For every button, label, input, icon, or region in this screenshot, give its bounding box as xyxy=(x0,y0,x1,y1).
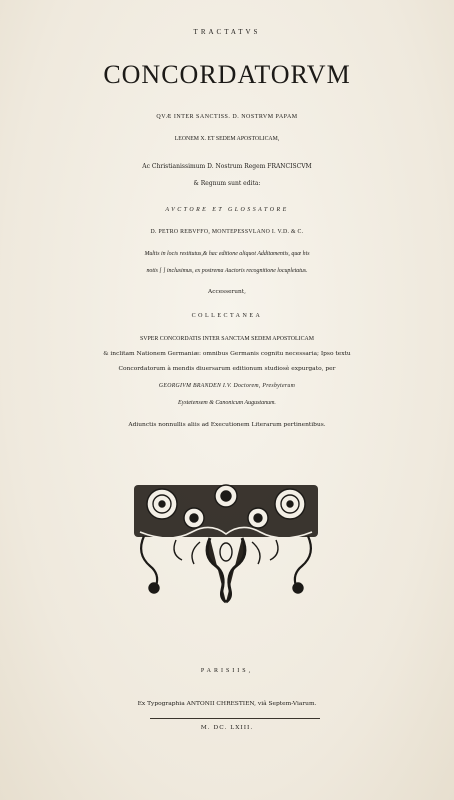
edition-note-line-2: notis [ ] inclusimus, ex postrema Auctoris recognitione locupletatus. xyxy=(146,268,308,274)
adiunctis-line: Adiunctis nonnullis aliis ad Executionem Literarum pertinentibus. xyxy=(128,422,326,428)
collectanea-line-3: Concordatorum à mendis diuersarum editionum studiosè expurgato, per xyxy=(118,366,336,372)
author-heading: AVCTORE ET GLOSSATORE xyxy=(165,207,289,213)
title-line-tractatus: TRACTATVS xyxy=(193,28,261,36)
subtitle-line-leonem: LEONEM X. ET SEDEM APOSTOLICAM, xyxy=(174,136,280,142)
imprint-divider xyxy=(150,718,320,719)
subtitle-line-regnum: & Regnum sunt edita: xyxy=(193,180,261,187)
imprint-printer: Ex Typographia ANTONII CHRESTIEN, viâ Septem-Viarum. xyxy=(137,701,317,707)
collectanea-line-2: & inclitam Nationem Germaniæ: omnibus Germanis cognitu necessaria; Ipso textu xyxy=(103,351,351,357)
collectanea-line-1: SVPER CONCORDATIS INTER SANCTAM SEDEM APOSTOLICAM xyxy=(139,336,315,342)
title-line-concordatorum: CONCORDATORVM xyxy=(103,60,351,89)
author-name: D. PETRO REBVFFO, MONTEPESSVLANO I. V.D. & C. xyxy=(150,229,304,235)
editor-line-1: GEORGIVM BRANDEN I.V. Doctorem, Presbyterum xyxy=(158,383,296,389)
floral-printers-ornament-icon xyxy=(130,482,322,604)
editor-line-2: Eystetensem & Canonicum Augustanum. xyxy=(178,400,276,406)
accesserunt-line: Accesserunt, xyxy=(208,289,246,295)
subtitle-line-franciscum: Ac Christianissimum D. Nostrum Regem FRANCISCVM xyxy=(142,163,312,170)
edition-note-line-1: Multis in locis restitutus,& hac editione aliquot Additamentis, quæ his xyxy=(144,251,310,257)
subtitle-line-papam: QVÆ INTER SANCTISS. D. NOSTRVM PAPAM xyxy=(156,114,298,120)
imprint-date: M. DC. LXIII. xyxy=(200,725,254,731)
collectanea-heading: COLLECTANEA xyxy=(191,313,263,319)
imprint-place: PARISIIS, xyxy=(200,668,254,674)
